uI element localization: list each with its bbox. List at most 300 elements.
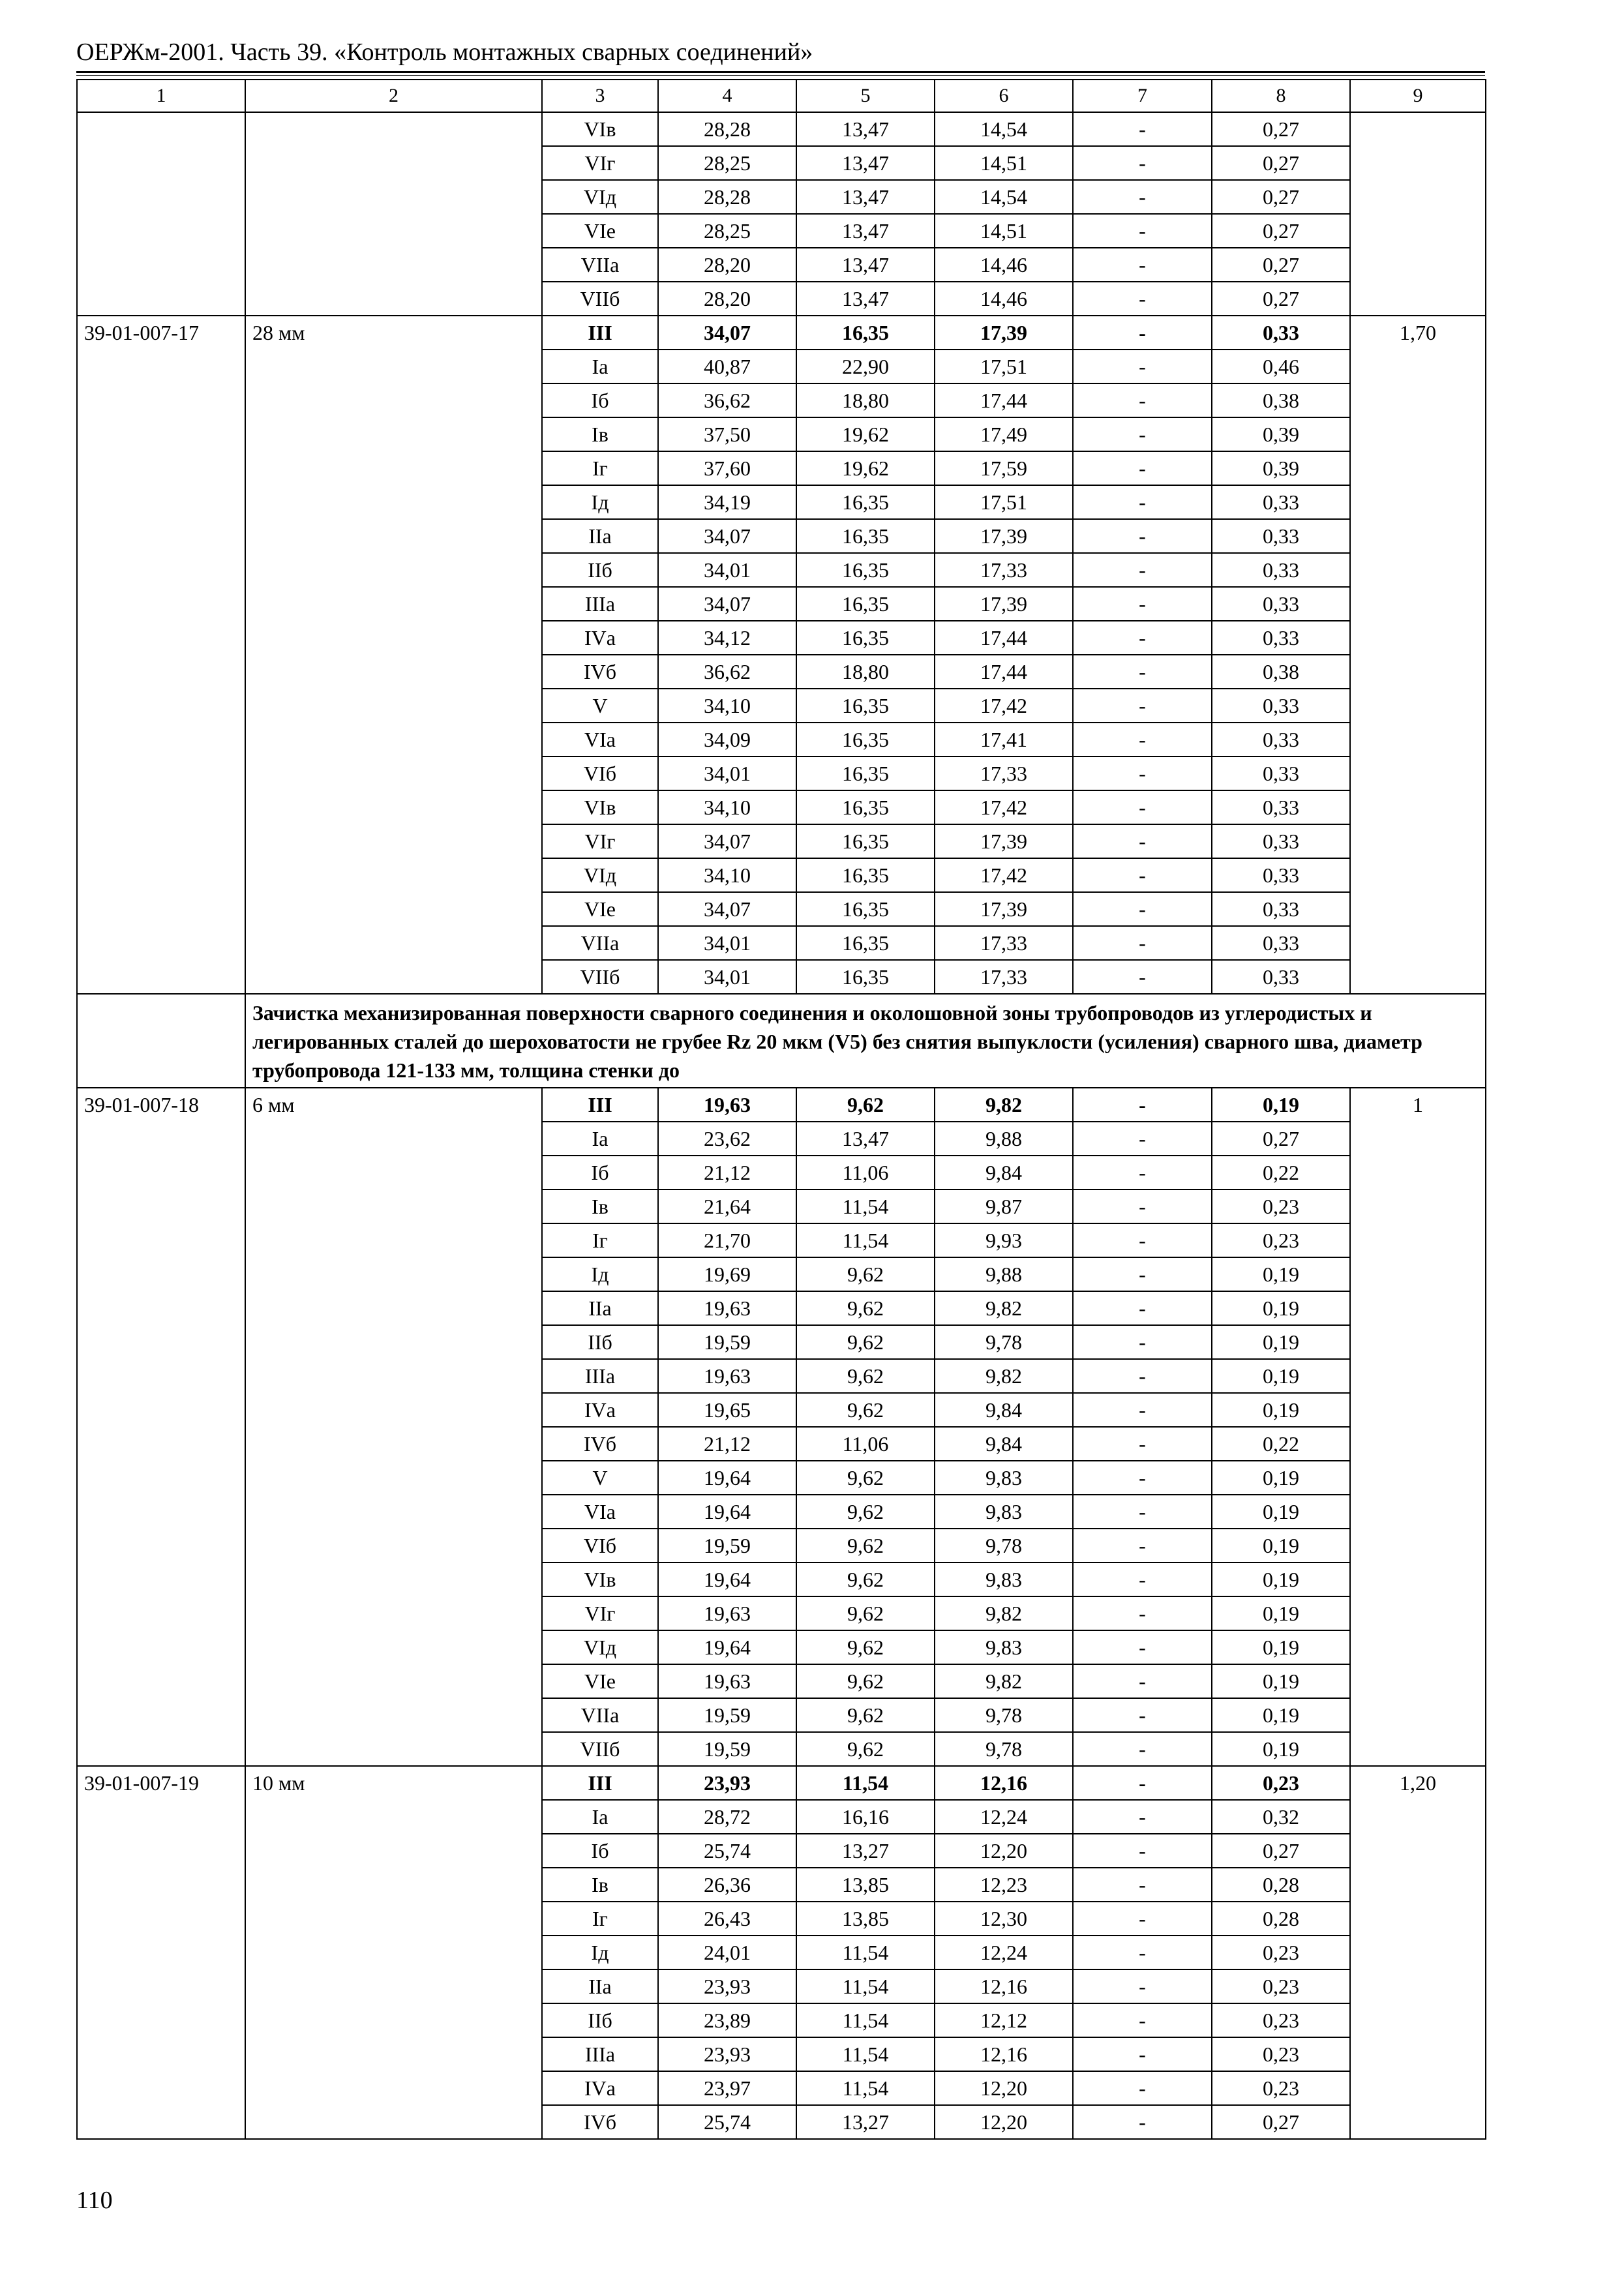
value-cell: 17,41	[935, 723, 1073, 756]
value-cell: 11,54	[796, 1936, 935, 1969]
value-cell: IIа	[542, 1291, 658, 1325]
value-cell: 19,65	[658, 1393, 796, 1427]
value-cell: 9,93	[935, 1223, 1073, 1257]
value-cell: -	[1073, 1902, 1212, 1936]
value-cell: 37,50	[658, 417, 796, 451]
value-cell: 19,59	[658, 1529, 796, 1563]
value-cell: 13,47	[796, 146, 935, 180]
norm-coefficient: 1,20	[1350, 1766, 1486, 2139]
value-cell: 16,35	[796, 824, 935, 858]
value-cell: 16,35	[796, 316, 935, 350]
value-cell: 0,33	[1212, 790, 1350, 824]
value-cell: -	[1073, 1291, 1212, 1325]
value-cell: -	[1073, 655, 1212, 689]
value-cell: 19,64	[658, 1563, 796, 1596]
value-cell: IIIа	[542, 1359, 658, 1393]
value-cell: VIIа	[542, 1698, 658, 1732]
value-cell: 11,06	[796, 1156, 935, 1189]
value-cell: Iг	[542, 451, 658, 485]
value-cell: 16,35	[796, 858, 935, 892]
value-cell: 12,24	[935, 1800, 1073, 1834]
value-cell: 28,28	[658, 112, 796, 146]
value-cell: 9,82	[935, 1088, 1073, 1122]
norms-table-body	[77, 80, 1486, 2139]
value-cell: 19,63	[658, 1088, 796, 1122]
value-cell: Iд	[542, 1936, 658, 1969]
value-cell: 9,78	[935, 1529, 1073, 1563]
value-cell: 0,19	[1212, 1664, 1350, 1698]
value-cell: 14,54	[935, 180, 1073, 214]
value-cell: 21,12	[658, 1427, 796, 1461]
value-cell: 17,39	[935, 824, 1073, 858]
value-cell: 25,74	[658, 1834, 796, 1868]
value-cell: 12,24	[935, 1936, 1073, 1969]
norm-name: 6 мм	[245, 1088, 542, 1766]
value-cell: VIд	[542, 180, 658, 214]
value-cell: 12,20	[935, 2105, 1073, 2139]
value-cell: -	[1073, 316, 1212, 350]
section-code-cell-empty	[77, 994, 245, 1088]
value-cell: V	[542, 689, 658, 723]
value-cell: 0,33	[1212, 926, 1350, 960]
table-row-base	[77, 1088, 1486, 1122]
value-cell: -	[1073, 824, 1212, 858]
value-cell: 0,33	[1212, 689, 1350, 723]
value-cell: 12,20	[935, 2071, 1073, 2105]
section-title-row	[77, 994, 1486, 1088]
value-cell: IVа	[542, 2071, 658, 2105]
value-cell: 21,64	[658, 1189, 796, 1223]
value-cell: IIб	[542, 2003, 658, 2037]
value-cell: -	[1073, 553, 1212, 587]
value-cell: VIа	[542, 1495, 658, 1529]
value-cell: -	[1073, 756, 1212, 790]
value-cell: 34,10	[658, 790, 796, 824]
value-cell: 0,33	[1212, 960, 1350, 994]
value-cell: 0,27	[1212, 282, 1350, 316]
value-cell: 9,84	[935, 1427, 1073, 1461]
value-cell: -	[1073, 1529, 1212, 1563]
value-cell: 21,70	[658, 1223, 796, 1257]
document-header: ОЕРЖм-2001. Часть 39. «Контроль монтажных сварных соединений»	[76, 38, 813, 66]
value-cell: -	[1073, 282, 1212, 316]
value-cell: 0,33	[1212, 553, 1350, 587]
value-cell: -	[1073, 926, 1212, 960]
page-number: 110	[76, 2187, 113, 2214]
value-cell: 9,62	[796, 1257, 935, 1291]
value-cell: 11,06	[796, 1427, 935, 1461]
value-cell: 17,39	[935, 519, 1073, 553]
value-cell: 0,22	[1212, 1427, 1350, 1461]
value-cell: 19,62	[796, 417, 935, 451]
value-cell: III	[542, 1766, 658, 1800]
value-cell: 0,19	[1212, 1088, 1350, 1122]
norm-name: 10 мм	[245, 1766, 542, 2139]
norm-coefficient: 1	[1350, 1088, 1486, 1766]
value-cell: 9,62	[796, 1563, 935, 1596]
value-cell: -	[1073, 214, 1212, 248]
value-cell: 0,33	[1212, 621, 1350, 655]
value-cell: 0,19	[1212, 1596, 1350, 1630]
value-cell: 9,62	[796, 1596, 935, 1630]
value-cell: IIб	[542, 553, 658, 587]
value-cell: 36,62	[658, 655, 796, 689]
value-cell: -	[1073, 689, 1212, 723]
value-cell: 11,54	[796, 1969, 935, 2003]
value-cell: 34,01	[658, 553, 796, 587]
value-cell: -	[1073, 723, 1212, 756]
value-cell: 0,23	[1212, 1766, 1350, 1800]
value-cell: -	[1073, 112, 1212, 146]
value-cell: -	[1073, 383, 1212, 417]
value-cell: 11,54	[796, 2003, 935, 2037]
value-cell: -	[1073, 2105, 1212, 2139]
value-cell: 19,69	[658, 1257, 796, 1291]
value-cell: 34,07	[658, 519, 796, 553]
value-cell: IVа	[542, 1393, 658, 1427]
value-cell: 19,62	[796, 451, 935, 485]
value-cell: 14,46	[935, 282, 1073, 316]
value-cell: -	[1073, 248, 1212, 282]
value-cell: VIг	[542, 146, 658, 180]
value-cell: 23,62	[658, 1122, 796, 1156]
value-cell: IVб	[542, 2105, 658, 2139]
value-cell: IVб	[542, 655, 658, 689]
value-cell: VIб	[542, 1529, 658, 1563]
value-cell: 19,64	[658, 1461, 796, 1495]
value-cell: 16,35	[796, 519, 935, 553]
value-cell: 25,74	[658, 2105, 796, 2139]
value-cell: 18,80	[796, 655, 935, 689]
value-cell: Iб	[542, 383, 658, 417]
value-cell: 28,25	[658, 146, 796, 180]
value-cell: 0,33	[1212, 316, 1350, 350]
value-cell: 34,09	[658, 723, 796, 756]
value-cell: 0,19	[1212, 1325, 1350, 1359]
value-cell: -	[1073, 2037, 1212, 2071]
value-cell: 28,20	[658, 248, 796, 282]
value-cell: 9,83	[935, 1630, 1073, 1664]
value-cell: 0,27	[1212, 248, 1350, 282]
column-number-cell: 9	[1350, 80, 1486, 112]
value-cell: Iа	[542, 1122, 658, 1156]
value-cell: VIIб	[542, 282, 658, 316]
value-cell: 0,46	[1212, 350, 1350, 383]
value-cell: 13,27	[796, 2105, 935, 2139]
value-cell: -	[1073, 1189, 1212, 1223]
value-cell: 0,38	[1212, 383, 1350, 417]
value-cell: IIб	[542, 1325, 658, 1359]
value-cell: 9,84	[935, 1393, 1073, 1427]
value-cell: -	[1073, 858, 1212, 892]
value-cell: 34,12	[658, 621, 796, 655]
value-cell: -	[1073, 1868, 1212, 1902]
value-cell: -	[1073, 621, 1212, 655]
value-cell: 17,44	[935, 383, 1073, 417]
value-cell: 0,27	[1212, 1834, 1350, 1868]
value-cell: 9,88	[935, 1122, 1073, 1156]
value-cell: 0,27	[1212, 146, 1350, 180]
value-cell: 9,78	[935, 1732, 1073, 1766]
value-cell: 40,87	[658, 350, 796, 383]
value-cell: Iв	[542, 1189, 658, 1223]
value-cell: 0,27	[1212, 1122, 1350, 1156]
value-cell: 16,35	[796, 689, 935, 723]
value-cell: 0,23	[1212, 1936, 1350, 1969]
value-cell: 34,10	[658, 858, 796, 892]
value-cell: 16,35	[796, 790, 935, 824]
value-cell: -	[1073, 180, 1212, 214]
value-cell: 17,42	[935, 790, 1073, 824]
value-cell: 26,43	[658, 1902, 796, 1936]
value-cell: VIд	[542, 858, 658, 892]
value-cell: 37,60	[658, 451, 796, 485]
value-cell: III	[542, 316, 658, 350]
value-cell: 16,35	[796, 587, 935, 621]
value-cell: 0,19	[1212, 1257, 1350, 1291]
value-cell: Iб	[542, 1156, 658, 1189]
value-cell: -	[1073, 1257, 1212, 1291]
code-cell-empty	[77, 112, 245, 316]
value-cell: -	[1073, 1223, 1212, 1257]
value-cell: -	[1073, 2071, 1212, 2105]
value-cell: VIв	[542, 1563, 658, 1596]
value-cell: -	[1073, 1359, 1212, 1393]
value-cell: VIIб	[542, 1732, 658, 1766]
value-cell: 14,46	[935, 248, 1073, 282]
value-cell: 0,19	[1212, 1461, 1350, 1495]
value-cell: -	[1073, 146, 1212, 180]
value-cell: 34,07	[658, 316, 796, 350]
value-cell: -	[1073, 1698, 1212, 1732]
value-cell: 0,23	[1212, 2037, 1350, 2071]
value-cell: -	[1073, 1393, 1212, 1427]
name-cell-empty	[245, 112, 542, 316]
value-cell: IIа	[542, 1969, 658, 2003]
value-cell: VIе	[542, 214, 658, 248]
value-cell: 9,82	[935, 1291, 1073, 1325]
value-cell: 0,19	[1212, 1291, 1350, 1325]
value-cell: 0,33	[1212, 858, 1350, 892]
value-cell: -	[1073, 1461, 1212, 1495]
value-cell: 13,47	[796, 214, 935, 248]
value-cell: 0,33	[1212, 519, 1350, 553]
value-cell: 17,44	[935, 655, 1073, 689]
value-cell: 17,42	[935, 689, 1073, 723]
value-cell: 0,19	[1212, 1359, 1350, 1393]
value-cell: 18,80	[796, 383, 935, 417]
value-cell: -	[1073, 1936, 1212, 1969]
value-cell: 19,59	[658, 1698, 796, 1732]
value-cell: 17,39	[935, 316, 1073, 350]
value-cell: 0,23	[1212, 2003, 1350, 2037]
value-cell: -	[1073, 485, 1212, 519]
value-cell: 9,62	[796, 1088, 935, 1122]
norm-coefficient: 1,70	[1350, 316, 1486, 994]
value-cell: 0,28	[1212, 1868, 1350, 1902]
value-cell: VIе	[542, 892, 658, 926]
value-cell: -	[1073, 417, 1212, 451]
value-cell: 9,83	[935, 1495, 1073, 1529]
value-cell: 23,93	[658, 1969, 796, 2003]
coef-cell-empty	[1350, 112, 1486, 316]
value-cell: 11,54	[796, 1766, 935, 1800]
value-cell: 0,33	[1212, 723, 1350, 756]
value-cell: 13,27	[796, 1834, 935, 1868]
value-cell: -	[1073, 892, 1212, 926]
value-cell: 19,63	[658, 1596, 796, 1630]
value-cell: 0,27	[1212, 2105, 1350, 2139]
value-cell: 0,33	[1212, 587, 1350, 621]
value-cell: 17,33	[935, 960, 1073, 994]
value-cell: 9,62	[796, 1325, 935, 1359]
value-cell: 11,54	[796, 2071, 935, 2105]
value-cell: V	[542, 1461, 658, 1495]
value-cell: 0,23	[1212, 1189, 1350, 1223]
norm-name: 28 мм	[245, 316, 542, 994]
value-cell: -	[1073, 1563, 1212, 1596]
value-cell: 9,62	[796, 1291, 935, 1325]
value-cell: 28,72	[658, 1800, 796, 1834]
value-cell: 12,16	[935, 1766, 1073, 1800]
column-number-cell: 6	[935, 80, 1073, 112]
value-cell: 16,35	[796, 892, 935, 926]
value-cell: 0,33	[1212, 892, 1350, 926]
value-cell: 9,83	[935, 1563, 1073, 1596]
value-cell: 19,59	[658, 1325, 796, 1359]
value-cell: 16,35	[796, 723, 935, 756]
value-cell: IIIа	[542, 2037, 658, 2071]
column-number-cell: 5	[796, 80, 935, 112]
value-cell: 9,88	[935, 1257, 1073, 1291]
value-cell: 9,62	[796, 1393, 935, 1427]
value-cell: 9,62	[796, 1529, 935, 1563]
value-cell: VIб	[542, 756, 658, 790]
value-cell: 12,20	[935, 1834, 1073, 1868]
value-cell: Iв	[542, 1868, 658, 1902]
value-cell: 0,27	[1212, 180, 1350, 214]
value-cell: -	[1073, 2003, 1212, 2037]
value-cell: Iб	[542, 1834, 658, 1868]
value-cell: 9,82	[935, 1664, 1073, 1698]
section-title: Зачистка механизированная поверхности сварного соединения и околошовной зоны трубопроводов из углеродистых и легированных сталей до шероховатости не грубее Rz 20 мкм (V5) без снятия выпуклости (усиления) сварного шва, диаметр трубопровода 121-133 мм, толщина стенки до	[245, 994, 1486, 1088]
value-cell: 17,42	[935, 858, 1073, 892]
value-cell: -	[1073, 350, 1212, 383]
header-rule-thin	[76, 75, 1485, 76]
value-cell: -	[1073, 587, 1212, 621]
value-cell: 34,01	[658, 960, 796, 994]
value-cell: 24,01	[658, 1936, 796, 1969]
value-cell: 19,63	[658, 1359, 796, 1393]
norm-code: 39-01-007-19	[77, 1766, 245, 2139]
value-cell: 9,62	[796, 1359, 935, 1393]
value-cell: VIе	[542, 1664, 658, 1698]
value-cell: -	[1073, 1800, 1212, 1834]
value-cell: IIIа	[542, 587, 658, 621]
value-cell: 0,33	[1212, 756, 1350, 790]
value-cell: 17,33	[935, 756, 1073, 790]
value-cell: 0,19	[1212, 1630, 1350, 1664]
value-cell: 17,39	[935, 892, 1073, 926]
value-cell: 9,62	[796, 1630, 935, 1664]
value-cell: VIг	[542, 824, 658, 858]
value-cell: -	[1073, 1766, 1212, 1800]
norms-table	[76, 79, 1486, 2140]
value-cell: -	[1073, 1834, 1212, 1868]
value-cell: 17,49	[935, 417, 1073, 451]
value-cell: 9,82	[935, 1596, 1073, 1630]
table-row-base	[77, 1766, 1486, 1800]
value-cell: 16,35	[796, 960, 935, 994]
value-cell: VIв	[542, 112, 658, 146]
column-numbers-row	[77, 80, 1486, 112]
value-cell: 12,16	[935, 2037, 1073, 2071]
value-cell: Iв	[542, 417, 658, 451]
value-cell: Iд	[542, 485, 658, 519]
value-cell: 16,16	[796, 1800, 935, 1834]
value-cell: -	[1073, 1156, 1212, 1189]
table-row-base	[77, 316, 1486, 350]
value-cell: VIв	[542, 790, 658, 824]
value-cell: VIг	[542, 1596, 658, 1630]
value-cell: 16,35	[796, 621, 935, 655]
value-cell: VIIб	[542, 960, 658, 994]
value-cell: 14,51	[935, 214, 1073, 248]
value-cell: 9,78	[935, 1698, 1073, 1732]
value-cell: VIIа	[542, 248, 658, 282]
value-cell: 19,63	[658, 1291, 796, 1325]
value-cell: IVб	[542, 1427, 658, 1461]
value-cell: 12,30	[935, 1902, 1073, 1936]
value-cell: 34,10	[658, 689, 796, 723]
value-cell: III	[542, 1088, 658, 1122]
value-cell: 0,27	[1212, 112, 1350, 146]
value-cell: -	[1073, 1664, 1212, 1698]
value-cell: VIIа	[542, 926, 658, 960]
value-cell: 0,27	[1212, 214, 1350, 248]
value-cell: 17,33	[935, 553, 1073, 587]
value-cell: 19,64	[658, 1495, 796, 1529]
value-cell: 34,07	[658, 892, 796, 926]
value-cell: 34,01	[658, 756, 796, 790]
column-number-cell: 7	[1073, 80, 1212, 112]
value-cell: 0,19	[1212, 1732, 1350, 1766]
value-cell: 9,62	[796, 1664, 935, 1698]
value-cell: 0,19	[1212, 1563, 1350, 1596]
table-row	[77, 112, 1486, 146]
value-cell: -	[1073, 1325, 1212, 1359]
value-cell: 14,51	[935, 146, 1073, 180]
value-cell: 13,47	[796, 112, 935, 146]
value-cell: 17,51	[935, 350, 1073, 383]
value-cell: 23,93	[658, 2037, 796, 2071]
value-cell: 13,47	[796, 282, 935, 316]
value-cell: 17,59	[935, 451, 1073, 485]
value-cell: 0,19	[1212, 1529, 1350, 1563]
value-cell: 12,12	[935, 2003, 1073, 2037]
value-cell: 13,85	[796, 1868, 935, 1902]
value-cell: -	[1073, 1122, 1212, 1156]
value-cell: 14,54	[935, 112, 1073, 146]
value-cell: 23,93	[658, 1766, 796, 1800]
value-cell: 17,51	[935, 485, 1073, 519]
column-number-cell: 4	[658, 80, 796, 112]
value-cell: VIа	[542, 723, 658, 756]
value-cell: 0,19	[1212, 1495, 1350, 1529]
value-cell: -	[1073, 1088, 1212, 1122]
value-cell: 17,33	[935, 926, 1073, 960]
value-cell: -	[1073, 790, 1212, 824]
